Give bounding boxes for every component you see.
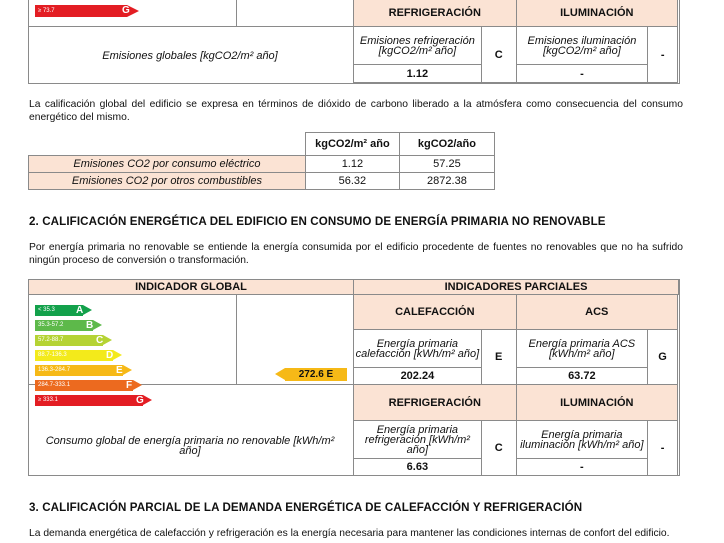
emissions-col-header-year: kgCO2/año [399, 133, 494, 156]
scale-bar-range: ≥ 333.1 [38, 397, 58, 403]
rating-marker [275, 368, 285, 380]
scale-bar-b [35, 320, 93, 331]
scale-bar-letter: F [126, 380, 133, 391]
scale-bar-range: 57.2-88.7 [38, 337, 64, 343]
scale-bar-g [35, 395, 143, 406]
refrigeracion-letter: C [481, 421, 516, 476]
iluminacion-header: ILUMINACIÓN [516, 0, 677, 27]
scale-bar-letter: C [96, 335, 104, 346]
iluminacion-label: Energía primaria iluminación [kWh/m² año] [516, 421, 648, 459]
scale-bar-letter: B [86, 320, 94, 331]
scale-bar-arrow [133, 380, 142, 390]
emissions-row-value: 57.25 [399, 156, 494, 173]
scale-bar-e [35, 365, 123, 376]
refrigeracion-header: REFRIGERACIÓN [354, 385, 517, 421]
calefaccion-label: Energía primaria calefacción [kWh/m² año] [354, 330, 482, 368]
scale-bar-d [35, 350, 113, 361]
refrigeracion-value: 6.63 [354, 459, 482, 476]
scale-bar-f [35, 380, 133, 391]
emissions-row-label: Emisiones CO2 por otros combustibles [29, 173, 306, 190]
section-2-heading: 2. CALIFICACIÓN ENERGÉTICA DEL EDIFICIO EN CONSUMO DE ENERGÍA PRIMARIA NO RENOVABLE [29, 215, 606, 228]
scale-bar-arrow [123, 365, 132, 375]
scale-bar-letter: A [76, 305, 84, 316]
top-horizontal-divider [28, 26, 353, 27]
section-2-paragraph: Por energía primaria no renovable se entiende la energía consumida por el edificio procedente de fuentes no renovables que no ha sufrido ningún proceso de conversión o transformación. [29, 242, 683, 266]
refrigeracion-emissions-value: 1.12 [354, 65, 482, 83]
acs-letter: G [648, 330, 678, 385]
emissions-row-value: 56.32 [305, 173, 399, 190]
refrigeracion-header: REFRIGERACIÓN [354, 0, 517, 27]
partial-indicators-table [353, 294, 678, 476]
scale-bar-arrow [143, 395, 152, 405]
top-partial-table [353, 0, 678, 83]
scale-bar-letter: E [116, 365, 123, 376]
iluminacion-emissions-value: - [516, 65, 648, 83]
iluminacion-value: - [516, 459, 648, 476]
section-3-paragraph: La demanda energética de calefacción y refrigeración es la energía necesaria para mantener las condiciones internas de confort del edificio. [29, 528, 670, 539]
global-emissions-label: Emisiones globales [kgCO2/m² año] [102, 50, 278, 62]
partial-indicators-header: INDICADORES PARCIALES [353, 279, 679, 295]
emissions-table [28, 132, 495, 190]
scale-bar-letter: D [106, 350, 114, 361]
calefaccion-letter: E [481, 330, 516, 385]
table-row [29, 173, 495, 190]
acs-value: 63.72 [516, 368, 648, 385]
emissions-row-label: Emisiones CO2 por consumo eléctrico [29, 156, 306, 173]
table-row [29, 156, 495, 173]
scale-bar-arrow [93, 320, 102, 330]
scale-bar-range: 35.3-57.2 [38, 322, 64, 328]
iluminacion-letter: - [648, 421, 678, 476]
section-3-heading: 3. CALIFICACIÓN PARCIAL DE LA DEMANDA ENERGÉTICA DE CALEFACCIÓN Y REFRIGERACIÓN [29, 501, 583, 514]
iluminacion-emissions-label: Emisiones iluminación [kgCO2/m² año] [516, 27, 648, 65]
global-indicator-header: INDICADOR GLOBAL [28, 279, 354, 295]
top-vertical-divider [236, 0, 237, 26]
calefaccion-header: CALEFACCIÓN [354, 295, 517, 330]
scale-bar-c [35, 335, 103, 346]
scale-bar-arrow [83, 305, 92, 315]
scale-bar-arrow [113, 350, 122, 360]
emissions-row-value: 1.12 [305, 156, 399, 173]
acs-header: ACS [516, 295, 677, 330]
paragraph-global-rating: La calificación global del edificio se expresa en términos de dióxido de carbono liberado a la atmósfera como consecuencia del consumo energético del mismo. [29, 99, 683, 123]
scale-bar-arrow [103, 335, 112, 345]
scale-bar-g-tail-letter: G [122, 5, 130, 16]
rating-value-box: 272.6 E [285, 368, 347, 381]
scale-bar-g-tail [35, 5, 127, 17]
emissions-row-value: 2872.38 [399, 173, 494, 190]
calefaccion-value: 202.24 [354, 368, 482, 385]
scale-bar-range: 284.7-333.1 [38, 382, 71, 388]
scale-bar-g-tail-range: ≥ 73.7 [38, 8, 55, 14]
refrigeracion-emissions-label: Emisiones refrigeración [kgCO2/m² año] [354, 27, 482, 65]
refrigeracion-label: Energía primaria refrigeración [kWh/m² año] [354, 421, 482, 459]
iluminacion-header: ILUMINACIÓN [516, 385, 677, 421]
iluminacion-letter: - [648, 27, 678, 83]
scale-bar-letter: G [136, 395, 144, 406]
acs-label: Energía primaria ACS [kWh/m² año] [516, 330, 648, 368]
energy-scale [35, 305, 235, 415]
refrigeracion-letter: C [481, 27, 516, 83]
global-consumption-label: Consumo global de energía primaria no renovable [kWh/m² año] [45, 435, 335, 457]
energy-panel-left-divider [236, 294, 237, 384]
scale-bar-range: 88.7-136.3 [38, 352, 67, 358]
emissions-col-header-m2: kgCO2/m² año [305, 133, 399, 156]
scale-bar-range: < 35.3 [38, 307, 55, 313]
scale-bar-range: 136.3-284.7 [38, 367, 71, 373]
